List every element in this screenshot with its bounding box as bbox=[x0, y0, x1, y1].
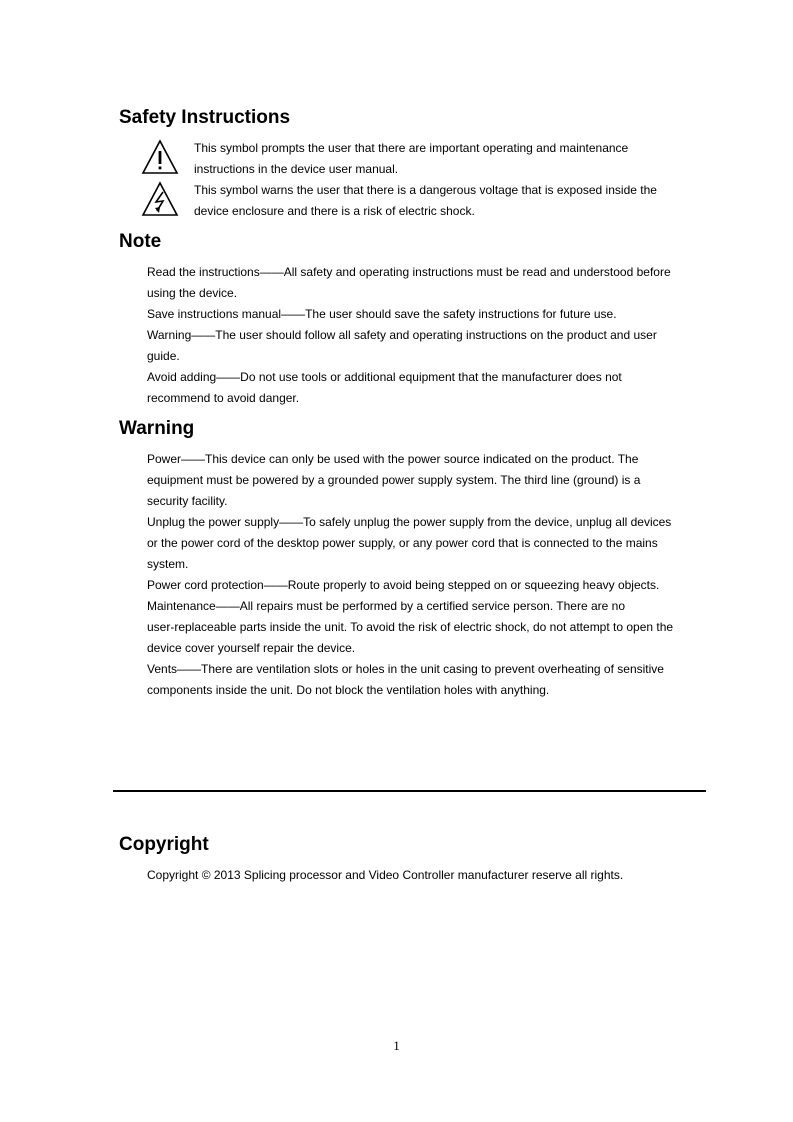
copyright-body bbox=[147, 865, 687, 886]
text-line: Power cord protection——Route properly to avoid being stepped on or squeezing heavy objects. bbox=[147, 578, 660, 592]
text-line: Unplug the power supply——To safely unplug the power supply from the device, unplug all devices bbox=[147, 515, 672, 529]
section-divider bbox=[113, 790, 706, 792]
lightning-triangle-icon bbox=[140, 180, 180, 218]
text-line: This symbol warns the user that there is a dangerous voltage that is exposed inside the bbox=[194, 183, 657, 197]
copyright-text: Copyright © 2013 Splicing processor and Video Controller manufacturer reserve all rights. bbox=[147, 868, 624, 882]
text-line: security facility. bbox=[147, 494, 228, 508]
text-line: This symbol prompts the user that there are important operating and maintenance bbox=[194, 141, 629, 155]
safety-item-caution-text bbox=[194, 138, 694, 180]
text-line: Vents——There are ventilation slots or holes in the unit casing to prevent overheating of sensitive bbox=[147, 662, 664, 676]
text-line: equipment must be powered by a grounded power supply system. The third line (ground) is a bbox=[147, 473, 641, 487]
text-line: instructions in the device user manual. bbox=[194, 162, 399, 176]
warning-heading: Warning bbox=[119, 418, 195, 439]
text-line: components inside the unit. Do not block the ventilation holes with anything. bbox=[147, 683, 550, 697]
note-body bbox=[147, 262, 687, 409]
text-line: Avoid adding——Do not use tools or additional equipment that the manufacturer does not bbox=[147, 370, 622, 384]
text-line: device enclosure and there is a risk of electric shock. bbox=[194, 204, 475, 218]
text-line: Save instructions manual——The user should save the safety instructions for future use. bbox=[147, 307, 617, 321]
note-heading: Note bbox=[119, 231, 162, 252]
text-line: guide. bbox=[147, 349, 180, 363]
warning-body bbox=[147, 449, 687, 701]
warning-triangle-icon bbox=[140, 138, 180, 176]
text-line: Warning——The user should follow all safety and operating instructions on the product and user bbox=[147, 328, 657, 342]
text-line: Maintenance——All repairs must be performed by a certified service person. There are no bbox=[147, 599, 626, 613]
text-line: Read the instructions——All safety and operating instructions must be read and understood before bbox=[147, 265, 671, 279]
safety-item-shock-text bbox=[194, 180, 694, 222]
text-line: system. bbox=[147, 557, 189, 571]
text-line: Power——This device can only be used with the power source indicated on the product. The bbox=[147, 452, 639, 466]
text-line: recommend to avoid danger. bbox=[147, 391, 300, 405]
copyright-heading: Copyright bbox=[119, 834, 209, 855]
text-line: using the device. bbox=[147, 286, 238, 300]
text-line: or the power cord of the desktop power supply, or any power cord that is connected to the mains bbox=[147, 536, 658, 550]
safety-instructions-heading: Safety Instructions bbox=[119, 107, 291, 128]
text-line: device cover yourself repair the device. bbox=[147, 641, 356, 655]
text-line: user-replaceable parts inside the unit. To avoid the risk of electric shock, do not attempt to open the bbox=[147, 620, 674, 634]
page-number: 1 bbox=[393, 1038, 400, 1053]
